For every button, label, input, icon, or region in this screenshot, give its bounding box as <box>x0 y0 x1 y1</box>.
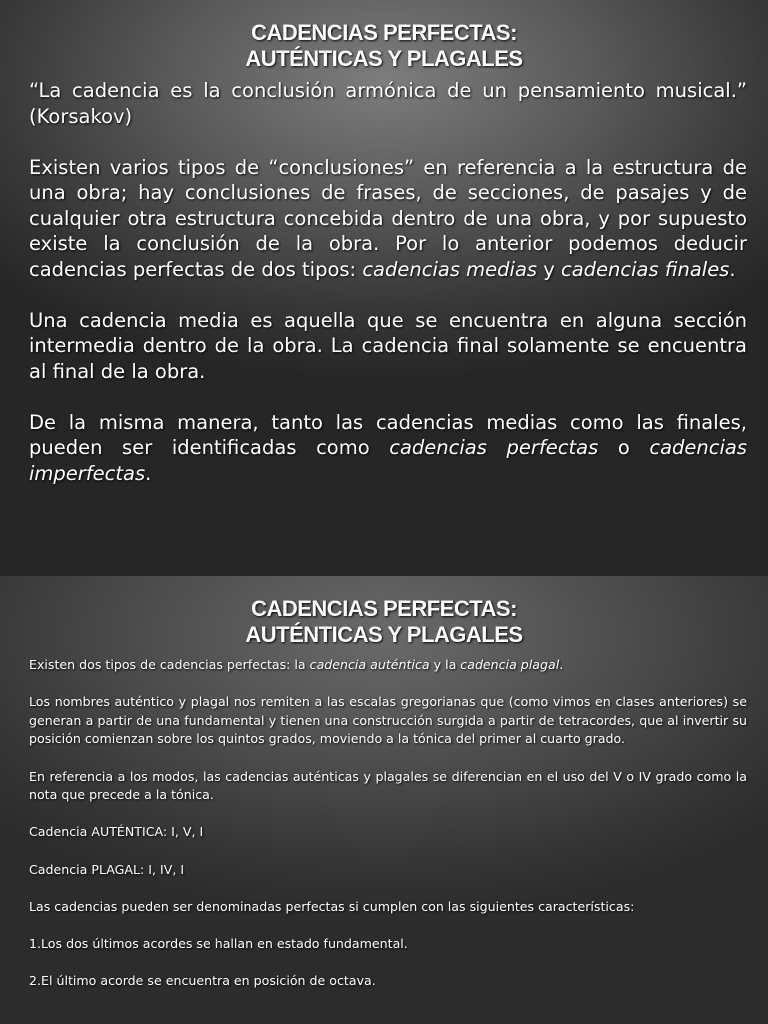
paragraph-caracteristicas: Las cadencias pueden ser denominadas perfectas si cumplen con las siguientes características: <box>29 898 635 914</box>
emphasis-text: cadencia auténtica <box>309 657 430 672</box>
list-item-2: 2.El último acorde se encuentra en posición de octava. <box>29 973 376 989</box>
emphasis-text: cadencias imperfectas <box>29 436 748 485</box>
slide-1-title-line-1: CADENCIAS PERFECTAS: <box>251 20 517 45</box>
slide-2-title-line-1: CADENCIAS PERFECTAS: <box>251 596 517 621</box>
cadencia-autentica-line: Cadencia AUTÉNTICA: I, V, I <box>29 824 204 840</box>
paragraph-text: y <box>537 257 562 281</box>
paragraph-text: . <box>559 657 564 672</box>
paragraph-perfectas-imperfectas <box>29 410 747 487</box>
paragraph-text: o <box>598 436 650 459</box>
paragraph-nombres: Los nombres auténtico y plagal nos remiten a las escalas gregorianas que (como vimos en clases anteriores) se generan a partir de una fundamental y tienen una construcción surgida a partir de tetracordes, que al invertir su posición comienzan sobre los quintos grados, moviendo a la tónica del primer al cuarto grado. <box>29 694 747 747</box>
slide-1-title-line-2: AUTÉNTICAS Y PLAGALES <box>245 46 523 71</box>
paragraph-text: . <box>729 257 736 281</box>
emphasis-text: cadencia plagal <box>460 657 560 672</box>
paragraph-text: De la misma manera, tanto las cadencias medias como las finales, pueden ser identificadas como <box>29 410 747 459</box>
paragraph-text: . <box>145 461 152 485</box>
list-item-1: 1.Los dos últimos acordes se hallan en estado fundamental. <box>29 935 408 951</box>
paragraph-text: y la <box>429 657 461 672</box>
paragraph-text: Existen varios tipos de “conclusiones” en referencia a la estructura de una obra; hay conclusiones de frases, de secciones, de pasajes y de cualquier otra estructura concebida dentro de una obra, y por supuesto existe la conclusión de la obra. Por lo anterior podemos deducir cadencias perfectas de dos tipos: <box>29 155 747 281</box>
slide-2-title-line-2: AUTÉNTICAS Y PLAGALES <box>245 622 523 647</box>
paragraph-cadencia-media: Una cadencia media es aquella que se encuentra en alguna sección intermedia dentro de la obra. La cadencia final solamente se encuentra al final de la obra. <box>29 308 747 383</box>
emphasis-text: cadencias perfectas <box>389 436 599 459</box>
cadencia-plagal-line: Cadencia PLAGAL: I, IV, I <box>29 861 185 877</box>
paragraph-dos-tipos <box>29 656 747 675</box>
paragraph-conclusiones <box>29 155 747 283</box>
slide-1-title <box>0 20 768 72</box>
paragraph-modos: En referencia a los modos, las cadencias auténticas y plagales se diferencian en el uso del V o IV grado como la nota que precede a la tónica. <box>29 768 747 803</box>
emphasis-text: cadencias finales <box>561 257 730 281</box>
slide-2 <box>0 576 768 1024</box>
paragraph-text: Existen dos tipos de cadencias perfectas: la <box>29 657 310 672</box>
emphasis-text: cadencias medias <box>362 257 538 281</box>
slide-2-body <box>29 656 747 1009</box>
slide-2-title <box>0 596 768 648</box>
korsakov-quote: “La cadencia es la conclusión armónica de un pensamiento musical.” (Korsakov) <box>29 79 747 128</box>
slide-1-body <box>29 78 747 512</box>
